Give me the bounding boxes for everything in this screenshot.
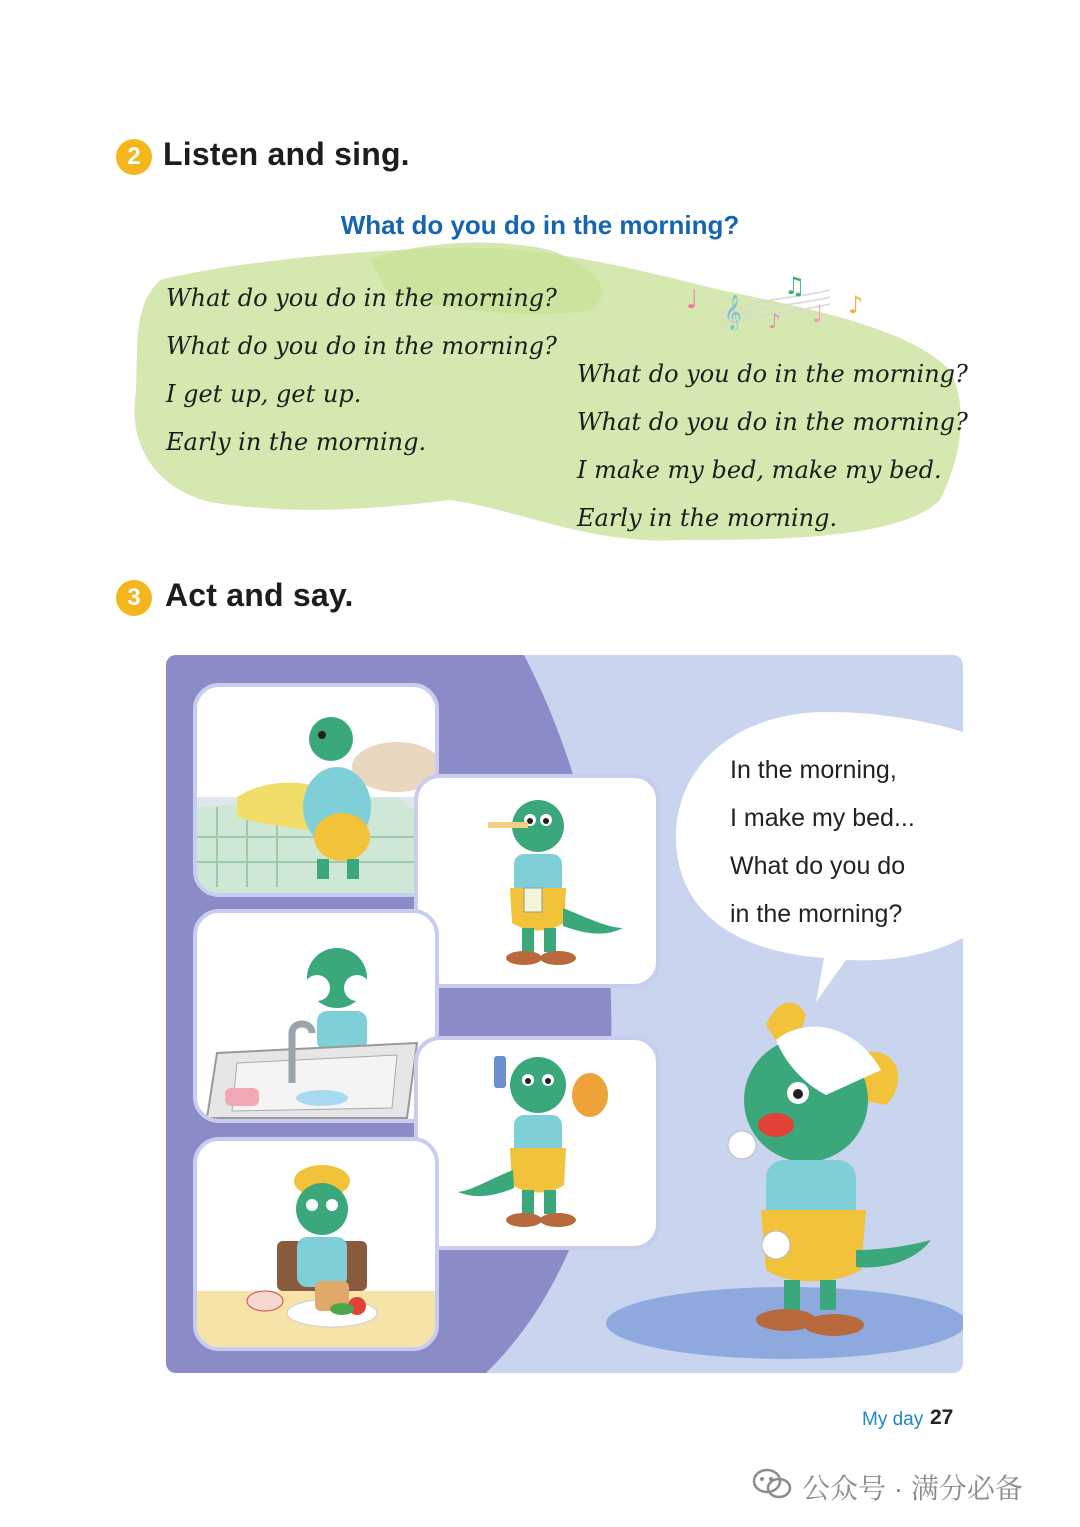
dino-character-illustration [706,995,946,1355]
lyric-line: What do you do in the morning? [577,408,968,436]
svg-text:♫: ♫ [784,272,806,300]
section-title: Act and say. [165,577,354,613]
svg-text:♪: ♪ [768,309,781,333]
unit-label: My day [862,1409,924,1430]
lyric-line: What do you do in the morning? [577,360,968,388]
wechat-icon [752,1466,794,1502]
speech-line: In the morning, [730,756,897,784]
lyric-line: What do you do in the morning? [166,332,557,360]
lyric-line: Early in the morning. [166,428,427,456]
lyric-line: I get up, get up. [166,380,362,408]
lyric-line: What do you do in the morning? [166,284,557,312]
svg-text:♩: ♩ [812,300,824,328]
dino-wash-face-illustration [197,913,435,1119]
lyric-line: I make my bed, make my bed. [577,456,942,484]
music-notes-icon [680,268,880,338]
picture-brush-teeth [414,774,660,988]
picture-make-bed [193,683,439,897]
dino-make-bed-illustration [197,687,435,893]
section-number-badge: 2 [116,139,152,175]
song-title: What do you do in the morning? [340,210,740,240]
svg-text:𝄞: 𝄞 [724,295,742,330]
svg-text:♩: ♩ [686,285,699,315]
dino-breakfast-illustration [197,1141,435,1347]
section-number-badge: 3 [116,580,152,616]
dino-brush-teeth-illustration [418,778,656,984]
lyric-line: Early in the morning. [577,504,838,532]
dino-comb-hair-illustration [418,1040,656,1246]
page-number: 27 [930,1406,954,1429]
picture-wash-face [193,909,439,1123]
speech-line: What do you do [730,852,906,880]
svg-text:♪: ♪ [848,291,864,319]
speech-line: I make my bed... [730,804,915,832]
speech-line: in the morning? [730,900,903,928]
picture-comb-hair [414,1036,660,1250]
section-title: Listen and sing. [163,136,410,172]
picture-eat-breakfast [193,1137,439,1351]
watermark-text: 公众号 · 满分必备 [802,1473,1023,1504]
